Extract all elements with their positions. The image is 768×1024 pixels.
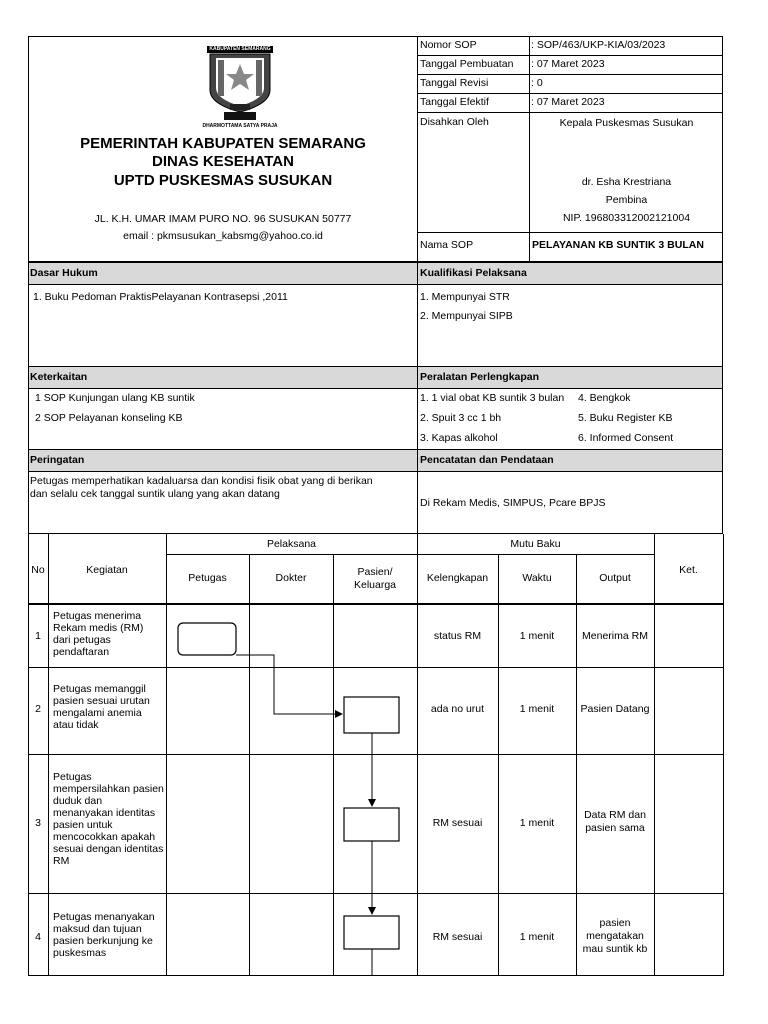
col-kegiatan: Kegiatan: [86, 564, 128, 576]
col-petugas: Petugas: [188, 572, 227, 584]
row-no: 2: [35, 703, 41, 715]
row-no: 1: [35, 630, 41, 642]
row-kegiatan: Petugas menanyakan maksud dan tujuan pasien berkunjung ke puskesmas: [53, 911, 155, 959]
pencatatan-text: Di Rekam Medis, SIMPUS, Pcare BPJS: [420, 497, 606, 509]
revisi-label: Tanggal Revisi: [420, 77, 489, 89]
peralatan-item: 4. Bengkok: [578, 392, 631, 404]
logo-banner: KABUPATEN SEMARANG: [209, 46, 271, 52]
peralatan-item: 3. Kapas alkohol: [420, 432, 498, 444]
col-output: Output: [599, 572, 631, 584]
disahkan-value: Kepala Puskesmas Susukan: [559, 117, 694, 129]
peralatan-item: 5. Buku Register KB: [578, 412, 673, 424]
logo-motto: DHARMOTTAMA SATYA PRAJA: [202, 123, 278, 129]
row-waktu: 1 menit: [519, 817, 555, 829]
row-kelengkapan: RM sesuai: [432, 931, 483, 943]
peringatan-text: Petugas memperhatikan kadaluarsa dan kondisi fisik obat yang di berikan: [30, 475, 373, 487]
nama-value: PELAYANAN KB SUNTIK 3 BULAN: [532, 239, 704, 251]
kualifikasi-title: Kualifikasi Pelaksana: [420, 267, 527, 279]
keterkaitan-title: Keterkaitan: [30, 371, 88, 383]
col-pasien: Pasien/ Keluarga: [353, 566, 397, 591]
row-kegiatan: Petugas memanggil pasien sesuai urutan mengalami anemia atau tidak: [53, 683, 150, 731]
col-pelaksana: Pelaksana: [266, 538, 317, 550]
peralatan-item: 2. Spuit 3 cc 1 bh: [420, 412, 502, 424]
row-no: 3: [35, 817, 41, 829]
gov-line1: PEMERINTAH KABUPATEN SEMARANG: [80, 135, 366, 152]
flow-process-box: [344, 808, 399, 841]
col-kelengkapan: Kelengkapan: [426, 572, 489, 584]
signer-name: dr. Esha Krestriana: [581, 176, 672, 188]
row-kelengkapan: status RM: [433, 630, 482, 642]
row-kelengkapan: ada no urut: [430, 703, 485, 715]
gov-line2: DINAS KESEHATAN: [152, 153, 294, 170]
efektif-label: Tanggal Efektif: [420, 96, 489, 108]
gov-line3: UPTD PUSKESMAS SUSUKAN: [113, 172, 333, 189]
flow-connector: [236, 655, 342, 714]
flow-start-terminator: [178, 623, 236, 655]
row-waktu: 1 menit: [519, 630, 555, 642]
row-waktu: 1 menit: [519, 703, 555, 715]
peralatan-item: 6. Informed Consent: [578, 432, 674, 444]
signer-rank: Pembina: [605, 194, 648, 206]
col-no: No: [31, 564, 45, 576]
keterkaitan-item: 1 SOP Kunjungan ulang KB suntik: [35, 392, 195, 404]
keterkaitan-item: 2 SOP Pelayanan konseling KB: [35, 412, 183, 424]
row-output: pasien mengatakan mau suntik kb: [582, 917, 648, 955]
peringatan-text: dan selalu cek tanggal suntik ulang yang akan datang: [30, 488, 280, 500]
row-kegiatan: Petugas menerima Rekam medis (RM) dari petugas pendaftaran: [53, 610, 144, 658]
flow-process-box: [344, 916, 399, 949]
pembuatan-value: : 07 Maret 2023: [531, 58, 605, 70]
address: JL. K.H. UMAR IMAM PURO NO. 96 SUSUKAN 50777: [94, 213, 352, 225]
nomor-value: : SOP/463/UKP-KIA/03/2023: [531, 39, 666, 51]
revisi-value: : 0: [531, 77, 543, 89]
col-ket: Ket.: [679, 564, 698, 576]
pembuatan-label: Tanggal Pembuatan: [420, 58, 514, 70]
kualifikasi-item: 1. Mempunyai STR: [420, 291, 510, 303]
nama-label: Nama SOP: [420, 239, 474, 251]
row-output: Pasien Datang: [580, 703, 650, 715]
row-kegiatan: Petugas mempersilahkan pasien duduk dan menanyakan identitas pasien untuk mencocokkan apakah sesuai dengan identitas RM: [53, 771, 164, 867]
disahkan-label: Disahkan Oleh: [420, 116, 489, 128]
row-no: 4: [35, 931, 41, 943]
peringatan-title: Peringatan: [30, 454, 85, 466]
peralatan-item: 1. 1 vial obat KB suntik 3 bulan: [420, 392, 565, 404]
col-dokter: Dokter: [275, 572, 307, 584]
dasar-hukum-title: Dasar Hukum: [30, 267, 98, 279]
kualifikasi-item: 2. Mempunyai SIPB: [420, 310, 513, 322]
flow-process-box: [344, 697, 399, 733]
col-mutu: Mutu Baku: [510, 538, 561, 550]
row-output: Data RM dan pasien sama: [584, 809, 646, 834]
row-waktu: 1 menit: [519, 931, 555, 943]
signer-nip: NIP. 196803312002121004: [562, 212, 691, 224]
peralatan-title: Peralatan Perlengkapan: [420, 371, 540, 383]
dasar-hukum-item: 1. Buku Pedoman PraktisPelayanan Kontrasepsi ,2011: [33, 291, 288, 303]
pencatatan-title: Pencatatan dan Pendataan: [420, 454, 554, 466]
row-output: Menerima RM: [582, 630, 648, 642]
efektif-value: : 07 Maret 2023: [531, 96, 605, 108]
nomor-label: Nomor SOP: [420, 39, 477, 51]
email: email : pkmsusukan_kabsmg@yahoo.co.id: [123, 230, 323, 242]
row-kelengkapan: RM sesuai: [432, 817, 483, 829]
col-waktu: Waktu: [522, 572, 552, 584]
